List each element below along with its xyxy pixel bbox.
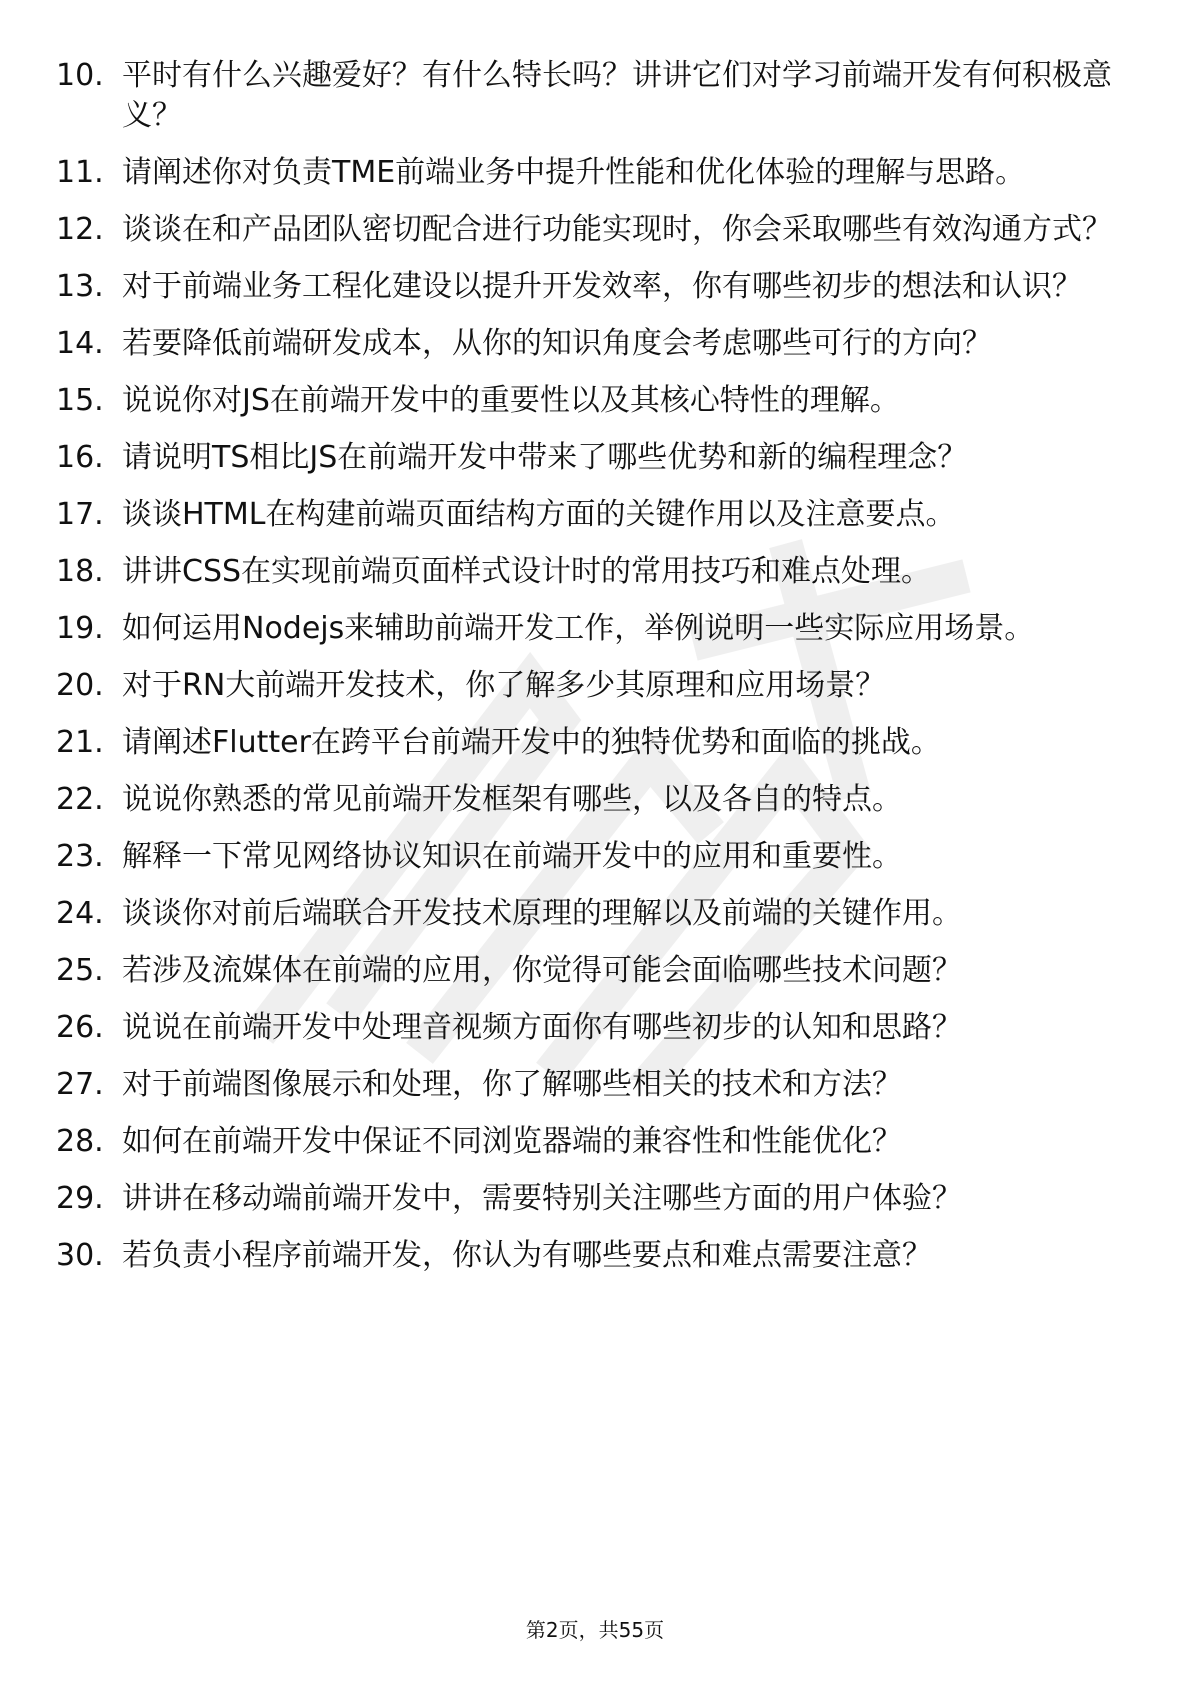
question-text: 若涉及流媒体在前端的应用，你觉得可能会面临哪些技术问题？ [122,953,962,988]
question-text: 对于前端图像展示和处理，你了解哪些相关的技术和方法？ [122,1067,902,1102]
question-text: 若要降低前端研发成本，从你的知识角度会考虑哪些可行的方向？ [122,326,992,361]
question-text: 谈谈你对前后端联合开发技术原理的理解以及前端的关键作用。 [122,896,962,931]
question-text: 谈谈在和产品团队密切配合进行功能实现时，你会采取哪些有效沟通方式？ [122,212,1112,247]
question-number: 20. [56,668,104,703]
list-item [56,324,1136,364]
list-item [56,153,1136,193]
list-item [56,552,1136,592]
list-item [56,267,1136,307]
question-text: 对于前端业务工程化建设以提升开发效率，你有哪些初步的想法和认识？ [122,269,1082,304]
page-footer [0,1617,1190,1643]
list-item [56,381,1136,421]
question-number: 22. [56,782,104,817]
question-text: 谈谈HTML在构建前端页面结构方面的关键作用以及注意要点。 [122,497,956,532]
question-text: 讲讲在移动端前端开发中，需要特别关注哪些方面的用户体验？ [122,1181,962,1216]
question-text: 请阐述Flutter在跨平台前端开发中的独特优势和面临的挑战。 [122,725,941,760]
question-text: 请说明TS相比JS在前端开发中带来了哪些优势和新的编程理念？ [122,440,968,475]
question-number: 13. [56,269,104,304]
list-item [56,56,1136,136]
question-number: 17. [56,497,104,532]
question-number: 25. [56,953,104,988]
list-item [56,723,1136,763]
question-number: 28. [56,1124,104,1159]
question-text: 说说你熟悉的常见前端开发框架有哪些，以及各自的特点。 [122,782,902,817]
question-number: 30. [56,1238,104,1273]
question-number: 14. [56,326,104,361]
question-list [56,56,1136,1293]
list-item [56,666,1136,706]
question-number: 10. [56,58,104,93]
list-item [56,495,1136,535]
question-text: 说说你对JS在前端开发中的重要性以及其核心特性的理解。 [122,383,900,418]
list-item [56,837,1136,877]
page-number-label: 第2页，共55页 [525,1618,665,1642]
list-item [56,1065,1136,1105]
list-item [56,1179,1136,1219]
list-item [56,1122,1136,1162]
list-item [56,780,1136,820]
question-text: 说说在前端开发中处理音视频方面你有哪些初步的认知和思路？ [122,1010,962,1045]
list-item [56,609,1136,649]
question-number: 18. [56,554,104,589]
question-text: 讲讲CSS在实现前端页面样式设计时的常用技巧和难点处理。 [122,554,932,589]
question-number: 19. [56,611,104,646]
question-number: 26. [56,1010,104,1045]
list-item [56,1008,1136,1048]
question-text: 解释一下常见网络协议知识在前端开发中的应用和重要性。 [122,839,902,874]
question-text: 请阐述你对负责TME前端业务中提升性能和优化体验的理解与思路。 [122,155,1026,190]
question-number: 12. [56,212,104,247]
question-number: 16. [56,440,104,475]
question-number: 24. [56,896,104,931]
question-number: 29. [56,1181,104,1216]
question-text: 如何在前端开发中保证不同浏览器端的兼容性和性能优化？ [122,1124,902,1159]
question-number: 11. [56,155,104,190]
list-item [56,1236,1136,1276]
list-item [56,438,1136,478]
list-item [56,894,1136,934]
list-item [56,951,1136,991]
list-item [56,210,1136,250]
question-text: 如何运用Nodejs来辅助前端开发工作，举例说明一些实际应用场景。 [122,611,1035,646]
question-text: 对于RN大前端开发技术，你了解多少其原理和应用场景？ [122,668,886,703]
question-text: 平时有什么兴趣爱好？有什么特长吗？讲讲它们对学习前端开发有何积极意义？ [122,58,1112,133]
question-number: 27. [56,1067,104,1102]
question-number: 15. [56,383,104,418]
question-number: 21. [56,725,104,760]
question-number: 23. [56,839,104,874]
question-text: 若负责小程序前端开发，你认为有哪些要点和难点需要注意？ [122,1238,932,1273]
